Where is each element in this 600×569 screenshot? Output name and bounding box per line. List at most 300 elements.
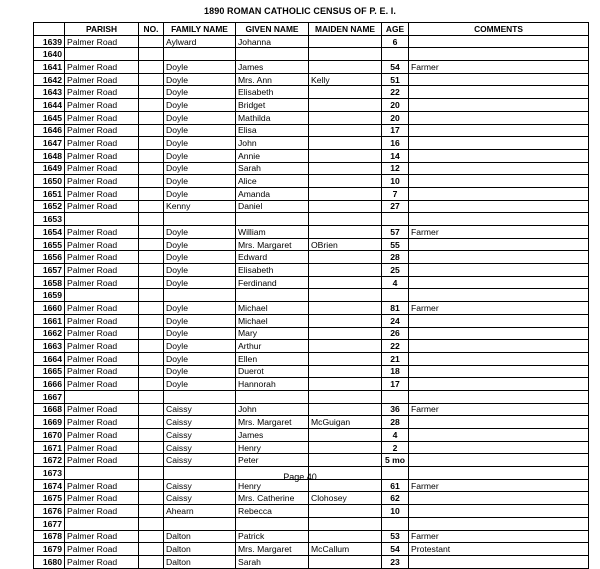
comments-cell [409,35,589,48]
row-number: 1673 [34,467,65,480]
age-cell: 2 [382,441,409,454]
age-cell: 20 [382,99,409,112]
family-name-cell: Doyle [164,149,236,162]
family-name-cell: Doyle [164,111,236,124]
comments-cell [409,517,589,530]
family-name-cell: Doyle [164,365,236,378]
family-name-cell: Doyle [164,86,236,99]
given-name-cell: Amanda [236,187,309,200]
row-number: 1656 [34,251,65,264]
table-row [34,555,589,568]
table-row [34,492,589,505]
row-number: 1677 [34,517,65,530]
age-cell: 10 [382,175,409,188]
given-name-cell: William [236,226,309,239]
parish-cell: Palmer Road [65,251,139,264]
table-row [34,137,589,150]
no-cell [139,238,164,251]
maiden-name-cell [309,378,382,391]
age-cell: 36 [382,403,409,416]
parish-cell: Palmer Road [65,555,139,568]
census-body [34,35,589,568]
age-cell: 81 [382,302,409,315]
age-cell: 20 [382,111,409,124]
row-number: 1663 [34,340,65,353]
parish-cell: Palmer Road [65,340,139,353]
header-comments: COMMENTS [409,23,589,36]
comments-cell [409,48,589,61]
no-cell [139,403,164,416]
maiden-name-cell [309,517,382,530]
given-name-cell: Sarah [236,162,309,175]
family-name-cell: Ahearn [164,505,236,518]
comments-cell: Farmer [409,61,589,74]
family-name-cell: Doyle [164,124,236,137]
parish-cell: Palmer Road [65,276,139,289]
given-name-cell: Johanna [236,35,309,48]
row-number: 1649 [34,162,65,175]
row-number: 1678 [34,530,65,543]
age-cell: 57 [382,226,409,239]
maiden-name-cell [309,35,382,48]
table-row [34,213,589,226]
family-name-cell: Doyle [164,187,236,200]
table-row [34,505,589,518]
parish-cell: Palmer Road [65,302,139,315]
comments-cell [409,111,589,124]
row-number: 1646 [34,124,65,137]
age-cell: 54 [382,543,409,556]
maiden-name-cell [309,213,382,226]
no-cell [139,390,164,403]
family-name-cell: Kenny [164,200,236,213]
parish-cell: Palmer Road [65,99,139,112]
table-row [34,390,589,403]
row-number: 1661 [34,314,65,327]
maiden-name-cell [309,61,382,74]
given-name-cell: Sarah [236,555,309,568]
table-row [34,187,589,200]
header-given-name: GIVEN NAME [236,23,309,36]
parish-cell: Palmer Road [65,61,139,74]
family-name-cell: Caissy [164,479,236,492]
family-name-cell: Doyle [164,251,236,264]
row-number: 1669 [34,416,65,429]
comments-cell: Farmer [409,302,589,315]
given-name-cell: Alice [236,175,309,188]
family-name-cell: Doyle [164,175,236,188]
given-name-cell: Patrick [236,530,309,543]
maiden-name-cell [309,276,382,289]
parish-cell: Palmer Road [65,479,139,492]
no-cell [139,137,164,150]
comments-cell: Farmer [409,226,589,239]
row-number: 1655 [34,238,65,251]
parish-cell: Palmer Road [65,111,139,124]
parish-cell: Palmer Road [65,162,139,175]
no-cell [139,530,164,543]
table-row [34,289,589,302]
parish-cell: Palmer Road [65,352,139,365]
family-name-cell: Dalton [164,555,236,568]
header-parish: PARISH [65,23,139,36]
parish-cell: Palmer Road [65,175,139,188]
parish-cell: Palmer Road [65,416,139,429]
family-name-cell: Doyle [164,327,236,340]
maiden-name-cell [309,365,382,378]
comments-cell [409,264,589,277]
family-name-cell: Doyle [164,226,236,239]
maiden-name-cell [309,340,382,353]
row-number: 1664 [34,352,65,365]
row-number: 1647 [34,137,65,150]
row-number: 1665 [34,365,65,378]
row-number: 1671 [34,441,65,454]
parish-cell: Palmer Road [65,530,139,543]
no-cell [139,73,164,86]
age-cell: 14 [382,149,409,162]
comments-cell: Protestant [409,543,589,556]
family-name-cell: Doyle [164,302,236,315]
given-name-cell: James [236,429,309,442]
maiden-name-cell [309,111,382,124]
table-row [34,302,589,315]
no-cell [139,327,164,340]
family-name-cell: Doyle [164,61,236,74]
parish-cell: Palmer Road [65,137,139,150]
row-number: 1640 [34,48,65,61]
family-name-cell: Caissy [164,492,236,505]
maiden-name-cell [309,137,382,150]
header-family-name: FAMILY NAME [164,23,236,36]
parish-cell: Palmer Road [65,73,139,86]
no-cell [139,162,164,175]
given-name-cell: Mrs. Catherine [236,492,309,505]
parish-cell: Palmer Road [65,149,139,162]
comments-cell [409,124,589,137]
age-cell: 24 [382,314,409,327]
table-row [34,517,589,530]
given-name-cell [236,289,309,302]
maiden-name-cell [309,289,382,302]
comments-cell [409,314,589,327]
comments-cell [409,505,589,518]
age-cell: 55 [382,238,409,251]
maiden-name-cell [309,530,382,543]
row-number: 1648 [34,149,65,162]
table-row [34,149,589,162]
maiden-name-cell [309,429,382,442]
family-name-cell: Doyle [164,276,236,289]
table-row [34,416,589,429]
no-cell [139,111,164,124]
comments-cell [409,213,589,226]
comments-cell [409,429,589,442]
comments-cell [409,390,589,403]
age-cell: 5 mo [382,454,409,467]
table-row [34,35,589,48]
maiden-name-cell: OBrien [309,238,382,251]
row-number: 1674 [34,479,65,492]
census-table [33,22,589,569]
no-cell [139,149,164,162]
comments-cell [409,86,589,99]
no-cell [139,124,164,137]
comments-cell [409,73,589,86]
maiden-name-cell [309,555,382,568]
no-cell [139,86,164,99]
row-number: 1643 [34,86,65,99]
no-cell [139,340,164,353]
comments-cell [409,289,589,302]
family-name-cell: Doyle [164,99,236,112]
family-name-cell: Aylward [164,35,236,48]
row-number: 1654 [34,226,65,239]
row-number: 1670 [34,429,65,442]
comments-cell [409,340,589,353]
no-cell [139,200,164,213]
parish-cell [65,213,139,226]
parish-cell: Palmer Road [65,429,139,442]
age-cell: 10 [382,505,409,518]
family-name-cell: Caissy [164,454,236,467]
age-cell: 22 [382,340,409,353]
age-cell [382,213,409,226]
age-cell: 51 [382,73,409,86]
table-row [34,48,589,61]
age-cell: 17 [382,378,409,391]
maiden-name-cell [309,200,382,213]
age-cell: 4 [382,276,409,289]
parish-cell: Palmer Road [65,264,139,277]
age-cell: 26 [382,327,409,340]
given-name-cell: Daniel [236,200,309,213]
row-number: 1660 [34,302,65,315]
no-cell [139,99,164,112]
family-name-cell [164,289,236,302]
family-name-cell: Caissy [164,441,236,454]
given-name-cell: Duerot [236,365,309,378]
table-row [34,530,589,543]
parish-cell [65,289,139,302]
row-number: 1672 [34,454,65,467]
comments-cell [409,238,589,251]
comments-cell [409,251,589,264]
header-maiden-name: MAIDEN NAME [309,23,382,36]
age-cell: 27 [382,200,409,213]
comments-cell: Farmer [409,403,589,416]
family-name-cell: Doyle [164,137,236,150]
parish-cell: Palmer Road [65,454,139,467]
given-name-cell: Mathilda [236,111,309,124]
parish-cell: Palmer Road [65,35,139,48]
table-row [34,251,589,264]
family-name-cell: Dalton [164,530,236,543]
family-name-cell: Doyle [164,238,236,251]
parish-cell: Palmer Road [65,187,139,200]
maiden-name-cell [309,99,382,112]
given-name-cell: Bridget [236,99,309,112]
row-number: 1639 [34,35,65,48]
comments-cell [409,276,589,289]
maiden-name-cell [309,302,382,315]
no-cell [139,454,164,467]
row-number: 1651 [34,187,65,200]
no-cell [139,251,164,264]
maiden-name-cell [309,314,382,327]
table-row [34,175,589,188]
age-cell: 4 [382,429,409,442]
maiden-name-cell [309,505,382,518]
maiden-name-cell [309,352,382,365]
table-row [34,86,589,99]
family-name-cell [164,390,236,403]
maiden-name-cell [309,149,382,162]
no-cell [139,213,164,226]
no-cell [139,314,164,327]
table-row [34,226,589,239]
given-name-cell: Michael [236,314,309,327]
age-cell: 61 [382,479,409,492]
given-name-cell: Mrs. Margaret [236,416,309,429]
given-name-cell: Mrs. Margaret [236,238,309,251]
given-name-cell: Henry [236,441,309,454]
given-name-cell: Annie [236,149,309,162]
family-name-cell [164,517,236,530]
family-name-cell [164,48,236,61]
row-number: 1644 [34,99,65,112]
maiden-name-cell [309,86,382,99]
given-name-cell: Elisabeth [236,264,309,277]
maiden-name-cell: Clohosey [309,492,382,505]
given-name-cell: Mrs. Ann [236,73,309,86]
no-cell [139,543,164,556]
given-name-cell: James [236,61,309,74]
row-number: 1641 [34,61,65,74]
given-name-cell [236,390,309,403]
table-row [34,264,589,277]
given-name-cell: Peter [236,454,309,467]
age-cell [382,517,409,530]
maiden-name-cell [309,441,382,454]
no-cell [139,505,164,518]
age-cell [382,289,409,302]
parish-cell: Palmer Road [65,200,139,213]
table-row [34,454,589,467]
table-row [34,340,589,353]
age-cell: 22 [382,86,409,99]
row-number: 1666 [34,378,65,391]
no-cell [139,61,164,74]
family-name-cell [164,213,236,226]
given-name-cell [236,517,309,530]
parish-cell: Palmer Road [65,492,139,505]
age-cell: 16 [382,137,409,150]
row-number: 1652 [34,200,65,213]
row-number: 1658 [34,276,65,289]
given-name-cell: Rebecca [236,505,309,518]
given-name-cell [236,48,309,61]
table-row [34,276,589,289]
comments-cell [409,365,589,378]
comments-cell [409,416,589,429]
age-cell: 17 [382,124,409,137]
table-row [34,99,589,112]
no-cell [139,276,164,289]
row-number: 1642 [34,73,65,86]
table-row [34,73,589,86]
row-number: 1668 [34,403,65,416]
table-row [34,403,589,416]
table-row [34,314,589,327]
no-cell [139,187,164,200]
parish-cell: Palmer Road [65,86,139,99]
no-cell [139,416,164,429]
row-number: 1653 [34,213,65,226]
parish-cell: Palmer Road [65,226,139,239]
comments-cell [409,555,589,568]
family-name-cell: Caissy [164,416,236,429]
maiden-name-cell [309,264,382,277]
no-cell [139,352,164,365]
header-row-number [34,23,65,36]
maiden-name-cell [309,162,382,175]
given-name-cell: Elisabeth [236,86,309,99]
age-cell: 21 [382,352,409,365]
table-row [34,378,589,391]
given-name-cell: Ferdinand [236,276,309,289]
age-cell [382,390,409,403]
family-name-cell: Caissy [164,429,236,442]
maiden-name-cell [309,251,382,264]
comments-cell [409,99,589,112]
table-row [34,162,589,175]
table-row [34,365,589,378]
given-name-cell: Henry [236,479,309,492]
age-cell: 6 [382,35,409,48]
table-row [34,200,589,213]
maiden-name-cell [309,48,382,61]
parish-cell [65,517,139,530]
row-number: 1650 [34,175,65,188]
comments-cell [409,149,589,162]
parish-cell: Palmer Road [65,238,139,251]
given-name-cell: John [236,137,309,150]
parish-cell: Palmer Road [65,124,139,137]
given-name-cell: Mrs. Margaret [236,543,309,556]
maiden-name-cell [309,454,382,467]
maiden-name-cell [309,403,382,416]
parish-cell: Palmer Road [65,327,139,340]
no-cell [139,226,164,239]
table-row [34,238,589,251]
no-cell [139,441,164,454]
age-cell: 28 [382,251,409,264]
header-no: NO. [139,23,164,36]
parish-cell: Palmer Road [65,543,139,556]
row-number: 1662 [34,327,65,340]
comments-cell [409,200,589,213]
table-row [34,352,589,365]
comments-cell [409,327,589,340]
maiden-name-cell [309,187,382,200]
age-cell: 23 [382,555,409,568]
given-name-cell: Mary [236,327,309,340]
table-row [34,441,589,454]
age-cell [382,48,409,61]
table-row [34,111,589,124]
family-name-cell: Caissy [164,403,236,416]
